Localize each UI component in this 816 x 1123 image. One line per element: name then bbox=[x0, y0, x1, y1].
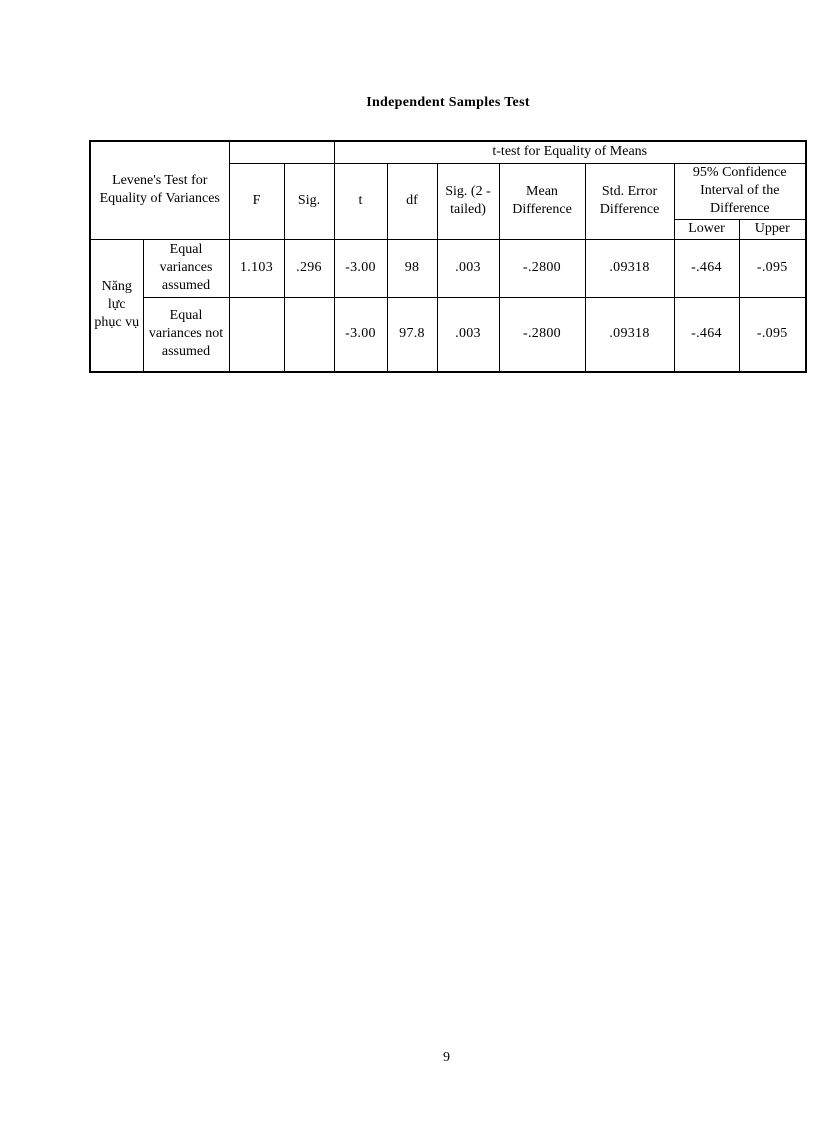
table-row bbox=[90, 239, 806, 297]
table-row bbox=[90, 297, 806, 372]
levene-header: Levene's Test for Equality of Variances bbox=[90, 141, 229, 239]
cell-mean-diff: -.2800 bbox=[499, 239, 585, 297]
col-header-df: df bbox=[387, 163, 437, 239]
variable-label: Năng lực phục vụ bbox=[90, 239, 143, 372]
cell-sig bbox=[284, 297, 334, 372]
cell-F bbox=[229, 297, 284, 372]
page-number: 9 bbox=[443, 1050, 450, 1065]
col-header-F: F bbox=[229, 163, 284, 239]
cell-std-err: .09318 bbox=[585, 297, 674, 372]
cell-t: -3.00 bbox=[334, 297, 387, 372]
cell-sig2: .003 bbox=[437, 239, 499, 297]
col-header-lower: Lower bbox=[674, 219, 739, 239]
independent-samples-test-table bbox=[89, 140, 807, 373]
cell-df: 97.8 bbox=[387, 297, 437, 372]
ttest-header: t-test for Equality of Means bbox=[334, 141, 806, 163]
cell-mean-diff: -.2800 bbox=[499, 297, 585, 372]
cell-sig2: .003 bbox=[437, 297, 499, 372]
col-header-sig2: Sig. (2 -tailed) bbox=[437, 163, 499, 239]
cell-t: -3.00 bbox=[334, 239, 387, 297]
cell-F: 1.103 bbox=[229, 239, 284, 297]
row-label: Equal variances assumed bbox=[143, 239, 229, 297]
cell-sig: .296 bbox=[284, 239, 334, 297]
col-header-sig: Sig. bbox=[284, 163, 334, 239]
col-header-std-err: Std. Error Difference bbox=[585, 163, 674, 239]
col-header-upper: Upper bbox=[739, 219, 806, 239]
cell-df: 98 bbox=[387, 239, 437, 297]
row-label: Equal variances not assumed bbox=[143, 297, 229, 372]
col-header-mean-diff: Mean Difference bbox=[499, 163, 585, 239]
cell-lower: -.464 bbox=[674, 239, 739, 297]
cell-std-err: .09318 bbox=[585, 239, 674, 297]
col-header-t: t bbox=[334, 163, 387, 239]
cell-lower: -.464 bbox=[674, 297, 739, 372]
table-title: Independent Samples Test bbox=[366, 95, 530, 110]
cell-upper: -.095 bbox=[739, 239, 806, 297]
cell-upper: -.095 bbox=[739, 297, 806, 372]
levene-blank-header bbox=[229, 141, 334, 163]
col-header-ci: 95% Confidence Interval of the Difference bbox=[674, 163, 806, 219]
